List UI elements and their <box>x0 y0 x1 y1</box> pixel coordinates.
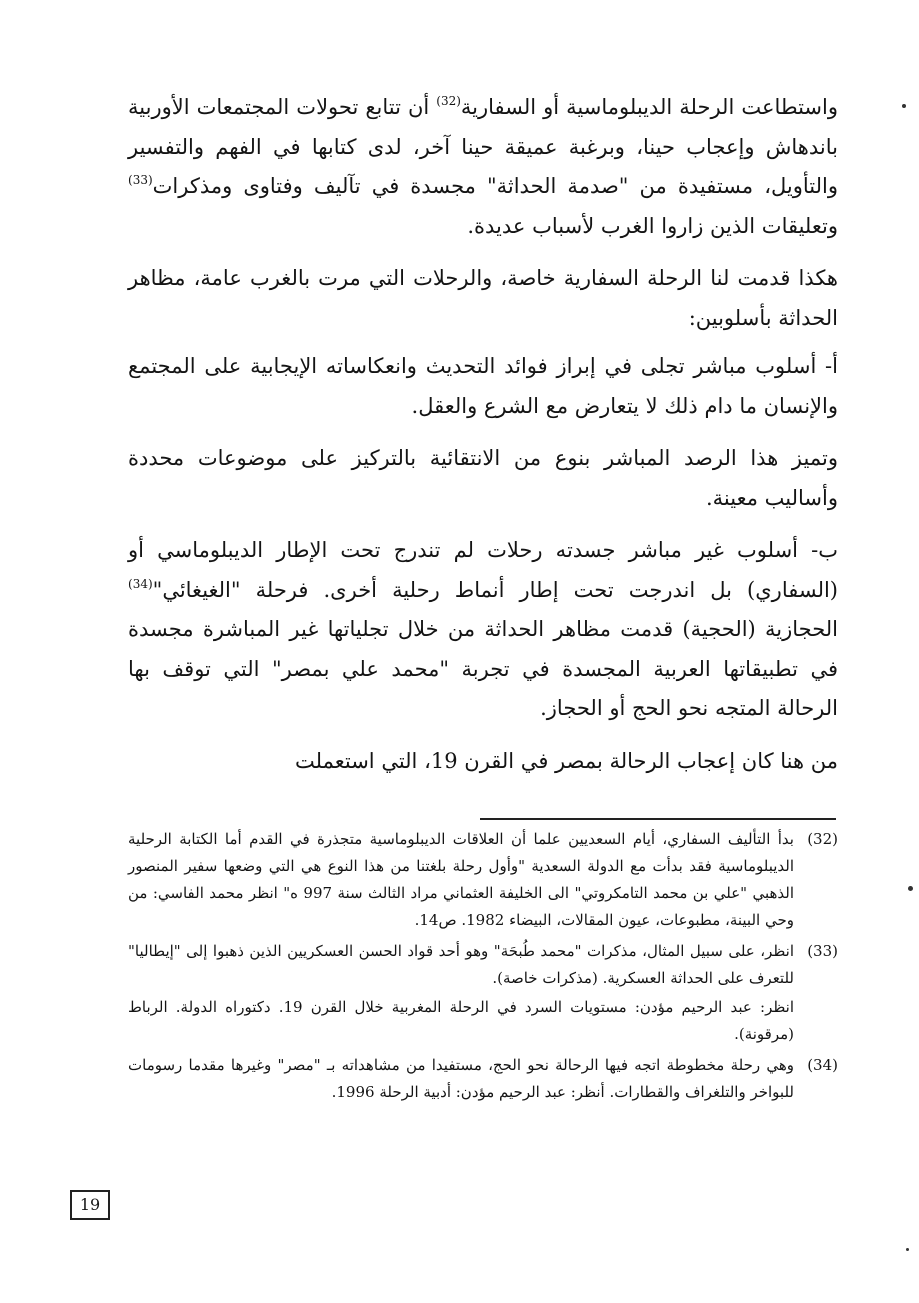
footnote-33 <box>128 938 838 1048</box>
footnote-34 <box>128 1052 838 1106</box>
footnote-text-continued: انظر: عبد الرحيم مؤدن: مستويات السرد في الرحلة المغربية خلال القرن 19. دكتوراه الدولة. الرباط (مرقونة). <box>128 998 794 1043</box>
paragraph-1: واستطاعت الرحلة الديبلوماسية أو السفارية$^{(32)}$ أن تتابع تحولات المجتمعات الأوربية باندهاش وإعجاب حينا، وبرغبة عميقة حينا آخر، لدى كتابها في الفهم والتفسير والتأويل، مستفيدة من "صدمة الحداثة" مجسدة في تآليف وفتاوى ومذكرات$^{(33)}$ وتعليقات الذين زاروا الغرب لأسباب عديدة. <box>128 94 839 238</box>
paragraph-2: هكذا قدمت لنا الرحلة السفارية خاصة، والرحلات التي مرت بالغرب عامة، مظاهر الحداثة بأسلوبين: <box>128 266 839 330</box>
scan-speck <box>908 886 913 891</box>
page-number: 19 <box>70 1190 110 1220</box>
footnote-number: (34) <box>807 1056 838 1074</box>
footnotes <box>128 826 838 1110</box>
footnote-text: بدأ التأليف السفاري، أيام السعديين علما أن العلاقات الديبلوماسية متجذرة في القدم أما الكتابة الرحلية الديبلوماسية فقد بدأت مع الدولة السعدية "وأول رحلة بلغتنا من هذا النوع هي التي وضعها سفير المنصور الذهبي "علي بن محمد التامكروتي" الى الخليفة العثماني مراد الثالث سنة 997 ه" انظر محمد الفاسي: من وحي البينة، مطبوعات، عيون المقالات، البيضاء 1982. ص14. <box>128 830 794 929</box>
footnote-number: (32) <box>807 830 838 848</box>
footnote-separator <box>480 818 836 820</box>
scan-speck <box>906 1248 909 1251</box>
paragraph-6: من هنا كان إعجاب الرحالة بمصر في القرن 19، التي استعملت <box>295 748 838 773</box>
footnote-32 <box>128 826 838 934</box>
main-text <box>128 88 838 794</box>
paragraph-5: ب- أسلوب غير مباشر جسدته رحلات لم تندرج تحت الإطار الديبلوماسي أو (السفاري) بل اندرجت تحت إطار أنماط رحلية أخرى. فرحلة "الغيغائي"$^{(34)}$ الحجازية (الحجية) قدمت مظاهر الحداثة من خلال تجلياتها غير المباشرة مجسدة في تطبيقاتها العربية المجسدة في تجربة "محمد علي بمصر" التي توقف بها الرحالة المتجه نحو الحج أو الحجاز. <box>128 538 838 720</box>
footnote-text: انظر، على سبيل المثال، مذكرات "محمد طُبحَة" وهو أحد قواد الحسن العسكريين الذين ذهبوا إلى "إيطاليا" للتعرف على الحداثة العسكرية. (مذكرات خاصة). <box>128 942 794 987</box>
paragraph-3: أ- أسلوب مباشر تجلى في إبراز فوائد التحديث وانعكاساته الإيجابية على المجتمع والإنسان ما دام ذلك لا يتعارض مع الشرع والعقل. <box>128 354 838 418</box>
footnote-ref-34: (34) <box>128 576 153 591</box>
footnote-ref-32: (32) <box>436 94 461 108</box>
footnote-text: وهي رحلة مخطوطة اتجه فيها الرحالة نحو الحج، مستفيدا من مشاهداته بـ "مصر" وغيرها مقدما رسومات للبواخر والتلغراف والقطارات. أنظر: عبد الرحيم مؤدن: أدبية الرحلة 1996. <box>128 1056 794 1101</box>
footnote-number: (33) <box>807 942 838 960</box>
footnote-ref-33: (33) <box>128 173 153 187</box>
scan-speck <box>902 104 906 108</box>
paragraph-4: وتميز هذا الرصد المباشر بنوع من الانتقائية بالتركيز على موضوعات محددة وأساليب معينة. <box>128 446 838 510</box>
